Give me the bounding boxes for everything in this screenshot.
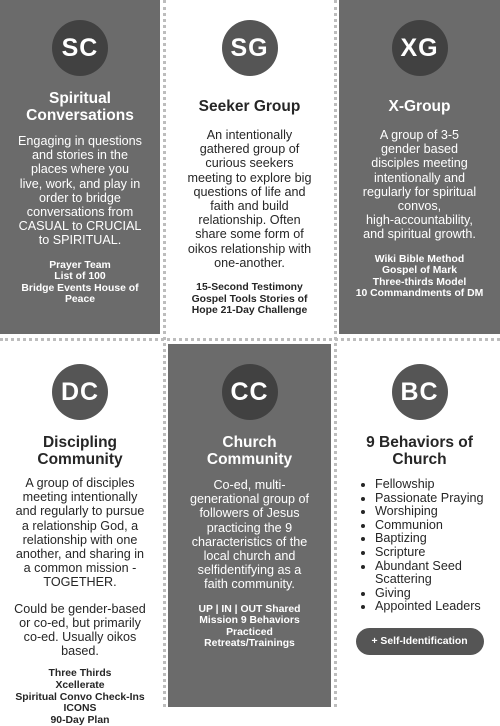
card-tools: Prayer Team List of 100 Bridge Events House of Peace	[21, 259, 139, 306]
list-item: • Worshiping	[375, 505, 484, 519]
card-title: Discipling Community	[37, 434, 123, 468]
self-identification-pill: + Self-Identification	[356, 628, 484, 655]
card-description: A group of disciples meeting intentionally and regularly to pursue a relationship God, a relationship with one another, and sharing in a common mission - TOGETHER.	[15, 476, 145, 590]
card-description: An intentionally gathered group of curious seekers meeting to explore big questions of life and faith and build relationship. Often share some form of oikos relationship with one-another.	[187, 128, 312, 270]
bc-badge: BC	[392, 364, 448, 420]
card-seeker-group	[168, 0, 331, 334]
card-note: Could be gender-based or co-ed, but primarily co-ed. Usually oikos based.	[14, 601, 146, 659]
list-item: • Scripture	[375, 546, 484, 560]
card-description: A group of 3-5 gender based disciples meeting intentionally and regularly for spiritual convos, high-accountability, and spiritual growth.	[362, 128, 477, 242]
card-description: Engaging in questions and stories in the places where you live, work, and play in order to bridge conversations from CASUAL to CRUCIAL to SPIRITUAL.	[18, 134, 142, 248]
sc-badge: SC	[52, 20, 108, 76]
card-nine-behaviors	[339, 344, 500, 707]
card-x-group	[339, 0, 500, 334]
card-spiritual-conversations	[0, 0, 160, 334]
list-item: • Abundant Seed Scattering	[375, 560, 484, 587]
cc-badge: CC	[222, 364, 278, 420]
xg-badge: XG	[392, 20, 448, 76]
sg-badge: SG	[222, 20, 278, 76]
behaviors-list	[361, 478, 484, 614]
card-title: Church Community	[206, 434, 293, 468]
dc-badge: DC	[52, 364, 108, 420]
list-item: • Baptizing	[375, 532, 484, 546]
card-title: Spiritual Conversations	[26, 90, 134, 124]
card-tools: Three Thirds Xcellerate Spiritual Convo Check-Ins ICONS 90-Day Plan	[15, 668, 145, 726]
card-title: X-Group	[388, 98, 451, 115]
card-title: Seeker Group	[198, 98, 301, 115]
list-item: • Fellowship	[375, 478, 484, 492]
card-tools: Wiki Bible Method Gospel of Mark Three-thirds Model 10 Commandments of DM	[355, 253, 484, 300]
list-item: • Appointed Leaders	[375, 600, 484, 614]
card-church-community	[168, 344, 331, 707]
card-tools: 15-Second Testimony Gospel Tools Stories of Hope 21-Day Challenge	[191, 282, 308, 317]
column-divider	[163, 0, 166, 707]
card-title: 9 Behaviors of Church	[366, 434, 473, 468]
card-tools: UP | IN | OUT Shared Mission 9 Behaviors Practiced Retreats/Trainings	[198, 603, 301, 650]
list-item: • Giving	[375, 587, 484, 601]
list-item: • Communion	[375, 519, 484, 533]
row-divider	[0, 338, 500, 341]
column-divider	[334, 0, 337, 707]
card-description: Co-ed, multi- generational group of followers of Jesus practicing the 9 characteristics of the local church and selfidentifying as a faith community.	[189, 478, 310, 592]
list-item: • Passionate Praying	[375, 492, 484, 506]
card-discipling-community	[0, 344, 160, 726]
